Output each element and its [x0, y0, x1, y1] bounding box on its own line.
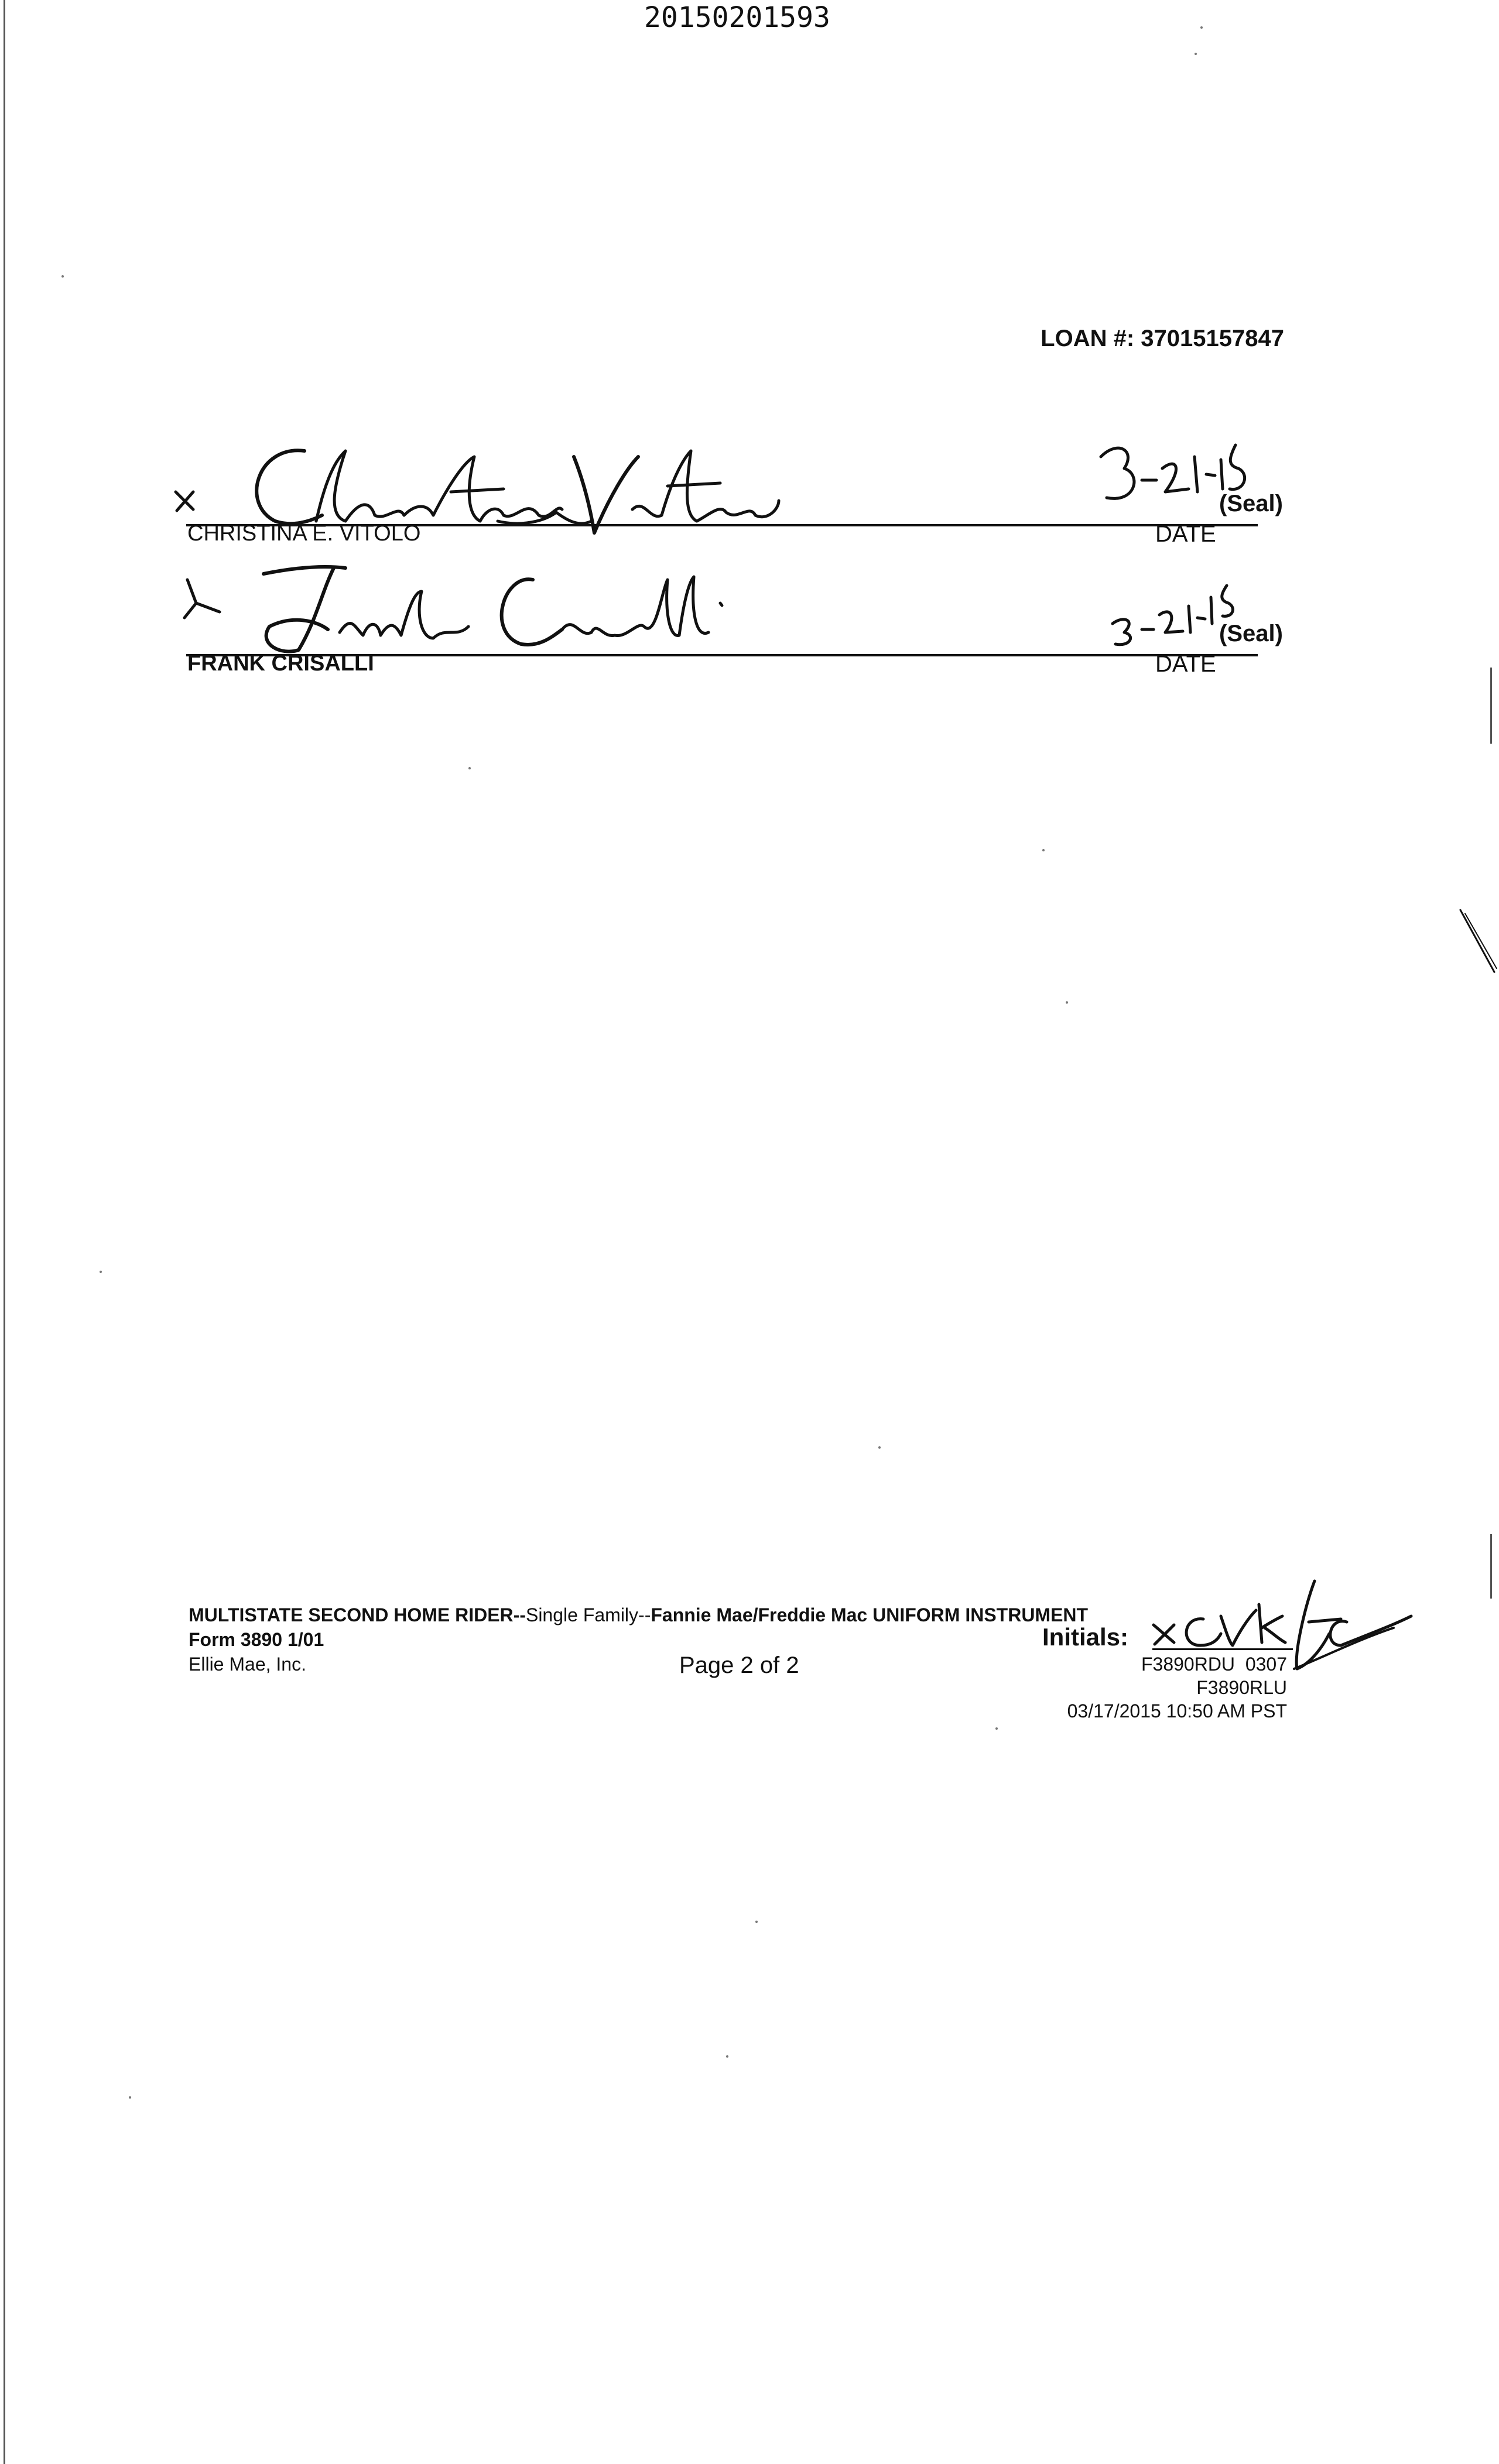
- date-label: DATE: [1155, 651, 1216, 677]
- scan-speck: [1195, 53, 1197, 55]
- initials-label: Initials:: [1042, 1623, 1129, 1651]
- scan-speck: [995, 1727, 998, 1730]
- form-title: [189, 1604, 1088, 1626]
- scan-speck: [100, 1271, 102, 1273]
- signature-frank-crisalli: [176, 556, 726, 662]
- scan-edge-mark: [1490, 1534, 1492, 1599]
- scan-speck: [1042, 849, 1045, 851]
- scan-speck: [878, 1446, 881, 1449]
- form-number: Form 3890 1/01: [189, 1629, 324, 1650]
- page-number: Page 2 of 2: [679, 1652, 799, 1678]
- form-code-2: F3890RLU: [1196, 1677, 1287, 1698]
- signer-name: FRANK CRISALLI: [187, 651, 374, 676]
- scan-speck: [755, 1921, 758, 1923]
- scan-speck: [468, 767, 471, 769]
- scan-speck: [726, 2055, 728, 2058]
- loan-number: LOAN #: 37015157847: [1041, 326, 1284, 351]
- print-timestamp: 03/17/2015 10:50 AM PST: [1067, 1700, 1287, 1722]
- scan-speck: [1200, 26, 1203, 29]
- scan-speck: [1066, 1001, 1068, 1004]
- scan-speck: [129, 2096, 131, 2099]
- company-name: Ellie Mae, Inc.: [189, 1654, 306, 1675]
- form-title-part: Single Family--: [525, 1604, 651, 1625]
- recording-number: 20150201593: [644, 1, 830, 34]
- scan-edge-line: [4, 0, 5, 2464]
- seal-label: (Seal): [1219, 491, 1283, 516]
- date-label: DATE: [1155, 521, 1216, 547]
- seal-label: (Seal): [1219, 621, 1283, 646]
- scan-speck: [61, 275, 64, 278]
- form-title-part: MULTISTATE SECOND HOME RIDER--: [189, 1604, 526, 1625]
- form-title-part: Fannie Mae/Freddie Mac UNIFORM INSTRUMENT: [651, 1604, 1089, 1625]
- scan-edge-mark: [1490, 668, 1492, 744]
- signer-name: CHRISTINA E. VITOLO: [187, 521, 421, 546]
- form-code-1: F3890RDU 0307: [1141, 1654, 1287, 1675]
- scan-edge-stroke: [1458, 908, 1499, 978]
